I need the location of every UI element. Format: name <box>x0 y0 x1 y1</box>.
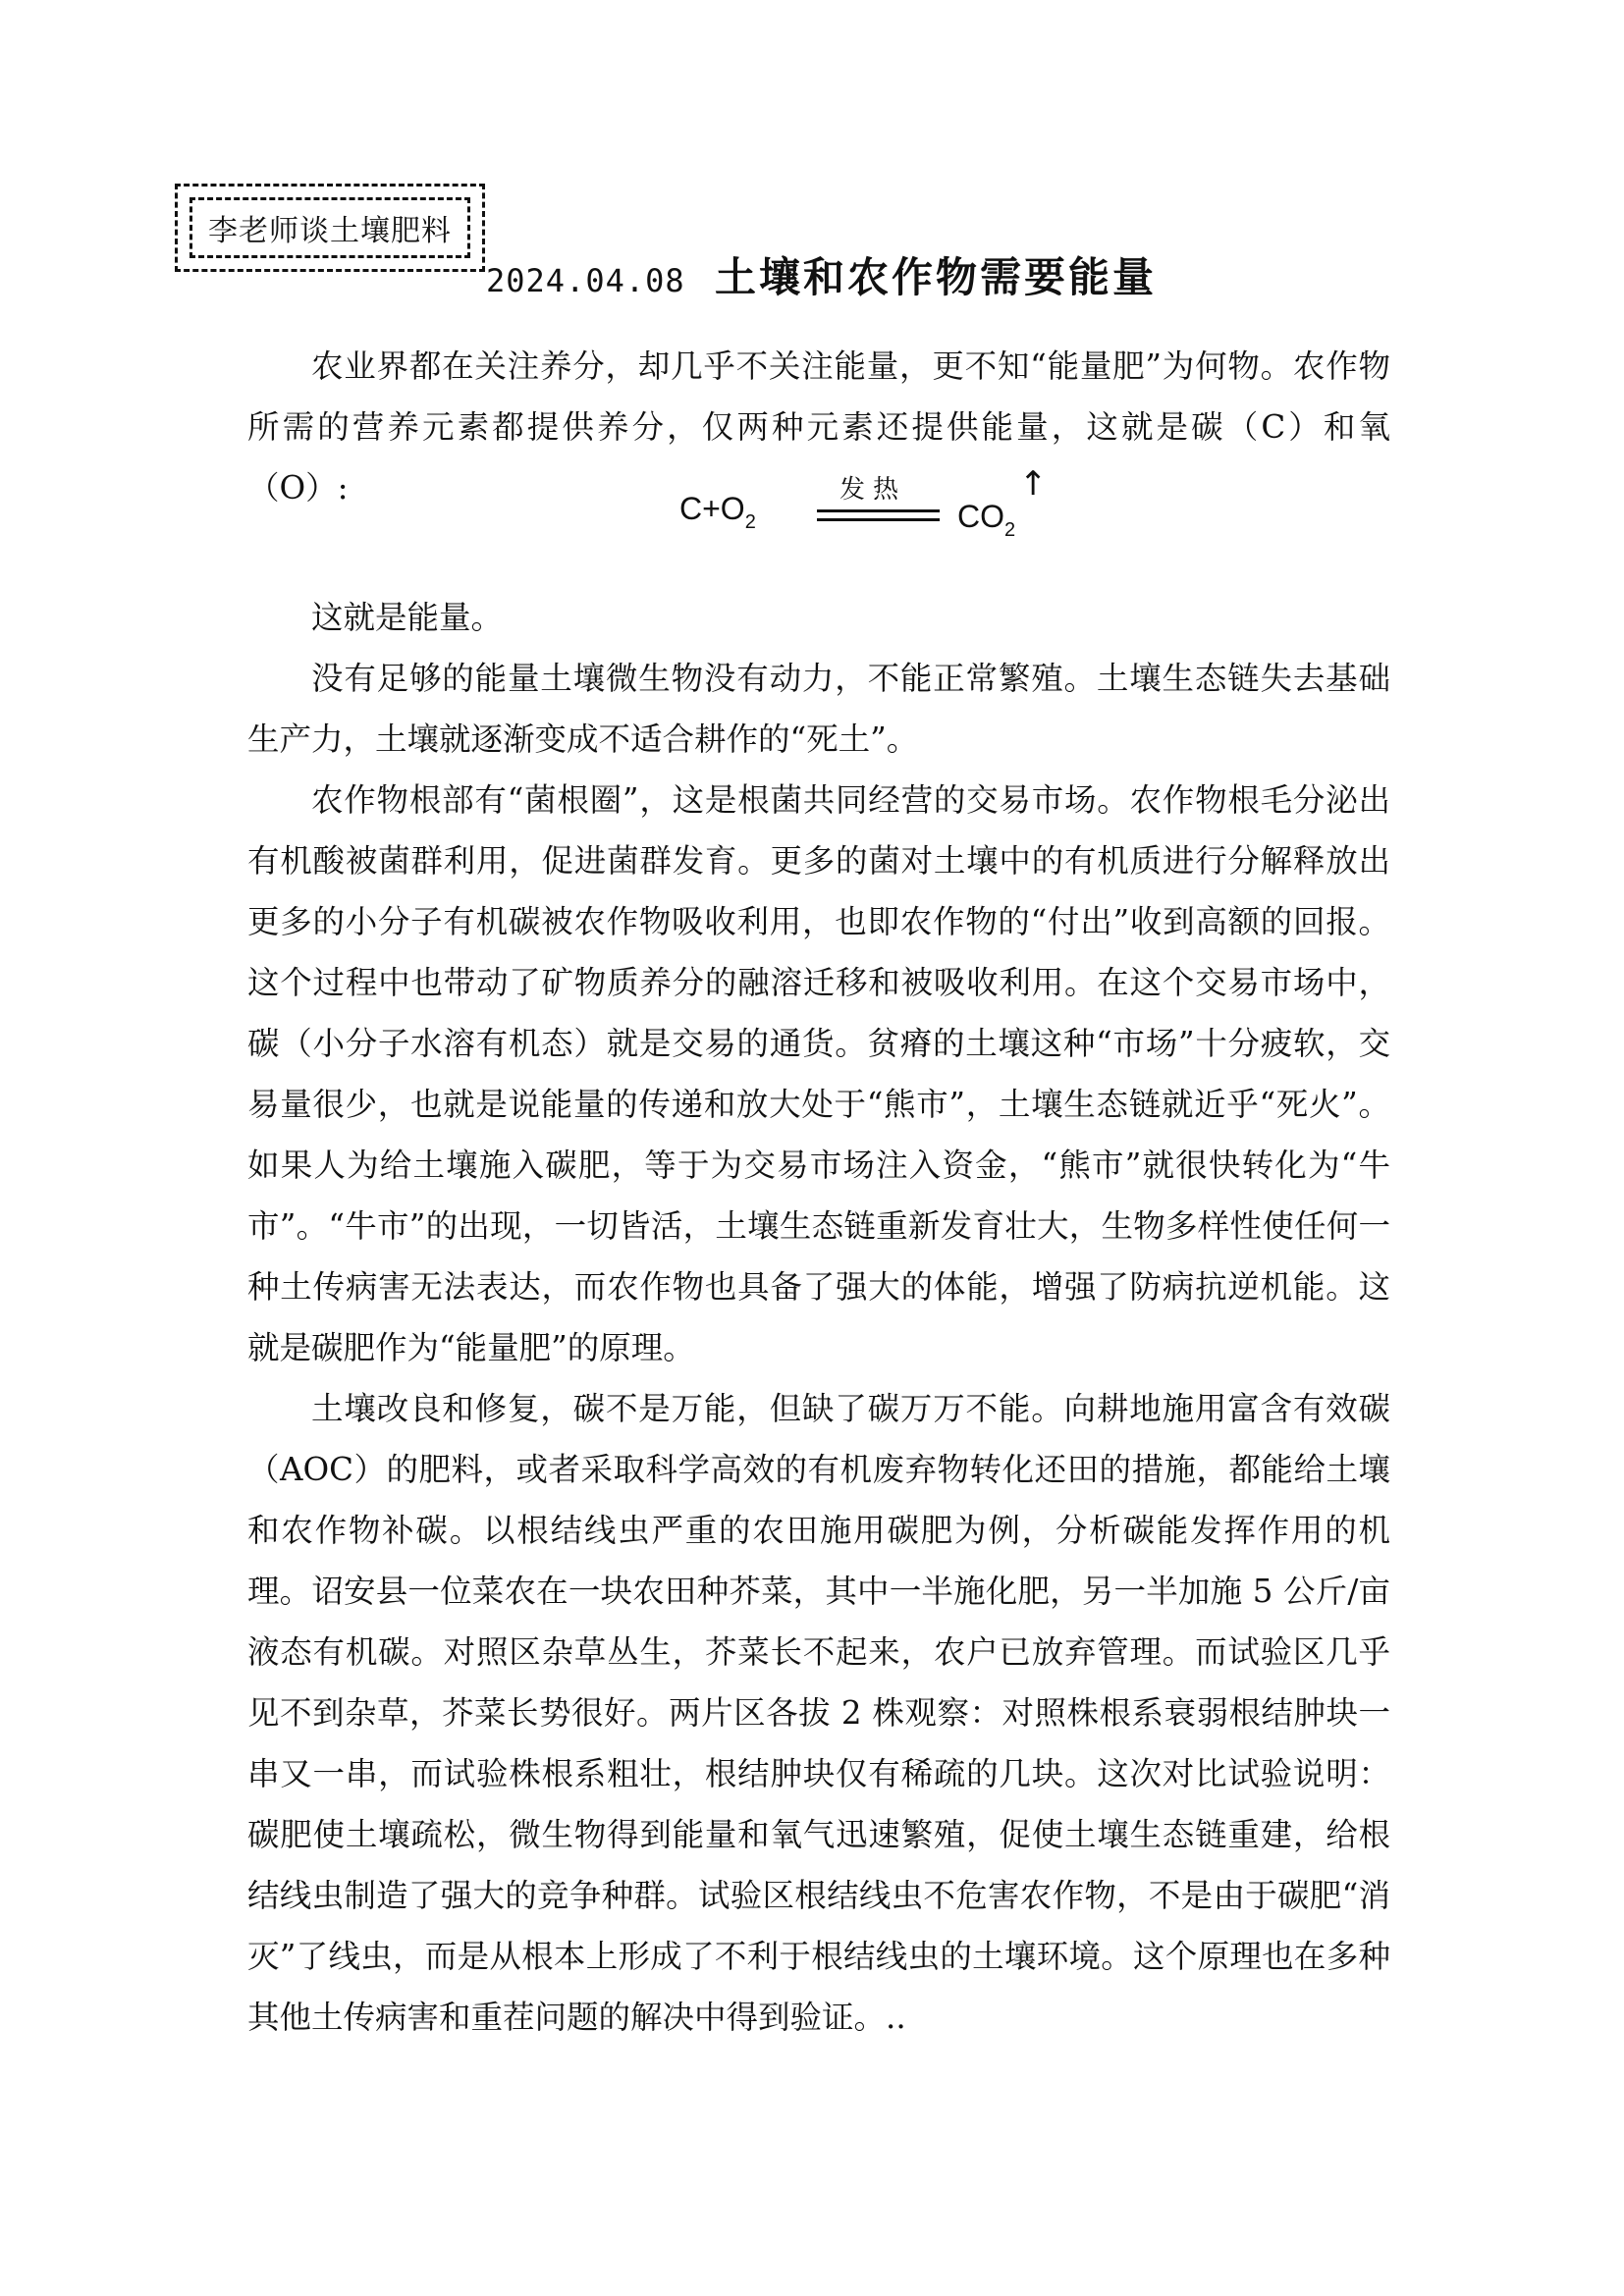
article-date: 2024.04.08 <box>486 262 685 299</box>
equation-reactants: $C+O_2$ <box>679 491 756 533</box>
paragraph-3: 没有足够的能量土壤微生物没有动力，不能正常繁殖。土壤生态链失去基础生产力，土壤就逐渐变成不适合耕作的“死土”。 <box>247 660 1390 758</box>
chemical-equation <box>677 464 1070 548</box>
paragraph-4: 农作物根部有“菌根圈”，这是根菌共同经营的交易市场。农作物根毛分泌出有机酸被菌群利用，促进菌群发育。更多的菌对土壤中的有机质进行分解释放出更多的小分子有机碳被农作物吸收利用，也即农作物的“付出”收到高额的回报。这个过程中也带动了矿物质养分的融溶迁移和被吸收利用。在这个交易市场中，碳（小分子水溶有机态）就是交易的通货。贫瘠的土壤这种“市场”十分疲软，交易量很少，也就是说能量的传递和放大处于“熊市”，土壤生态链就近乎“死火”。如果人为给土壤施入碳肥，等于为交易市场注入资金，“熊市”就很快转化为“牛市”。“牛市”的出现，一切皆活，土壤生态链重新发育壮大，生物多样性使任何一种土传病害无法表达，而农作物也具备了强大的体能，增强了防病抗逆机能。这就是碳肥作为“能量肥”的原理。 <box>247 781 1390 1366</box>
paragraph-1: 农业界都在关注养分，却几乎不关注能量，更不知“能量肥”为何物。农作物所需的营养元素都提供养分，仅两种元素还提供能量，这就是碳（C）和氧（O）: <box>247 347 1390 507</box>
equation-product: $CO_2$ <box>957 499 1016 541</box>
column-tag-box <box>175 184 485 272</box>
paragraph-2: 这就是能量。 <box>311 599 504 636</box>
equation-condition: 发热 <box>839 475 907 505</box>
equation-equals-sign <box>817 509 940 521</box>
article-title: 土壤和农作物需要能量 <box>715 253 1158 301</box>
paragraph-5: 土壤改良和修复，碳不是万能，但缺了碳万万不能。向耕地施用富含有效碳（AOC）的肥料，或者采取科学高效的有机废弃物转化还田的措施，都能给土壤和农作物补碳。以根结线虫严重的农田施用碳肥为例，分析碳能发挥作用的机理。诏安县一位菜农在一块农田种芥菜，其中一半施化肥，另一半加施 5 公斤/亩液态有机碳。对照区杂草丛生，芥菜长不起来，农户已放弃管理。而试验区几乎见不到杂草，芥菜长势很好。两片区各拔 2 株观察：对照株根系衰弱根结肿块一串又一串，而试验株根系粗壮，根结肿块仅有稀疏的几块。这次对比试验说明：碳肥使土壤疏松，微生物得到能量和氧气迅速繁殖，促使土壤生态链重建，给根结线虫制造了强大的竞争种群。试验区根结线虫不危害农作物，不是由于碳肥“消灭”了线虫，而是从根本上形成了不利于根结线虫的土壤环境。这个原理也在多种其他土传病害和重茬问题的解决中得到验证。.. <box>247 1390 1390 2036</box>
gas-arrow-icon: ↑ <box>1019 464 1048 504</box>
column-tag-label: 李老师谈土壤肥料 <box>189 197 470 258</box>
